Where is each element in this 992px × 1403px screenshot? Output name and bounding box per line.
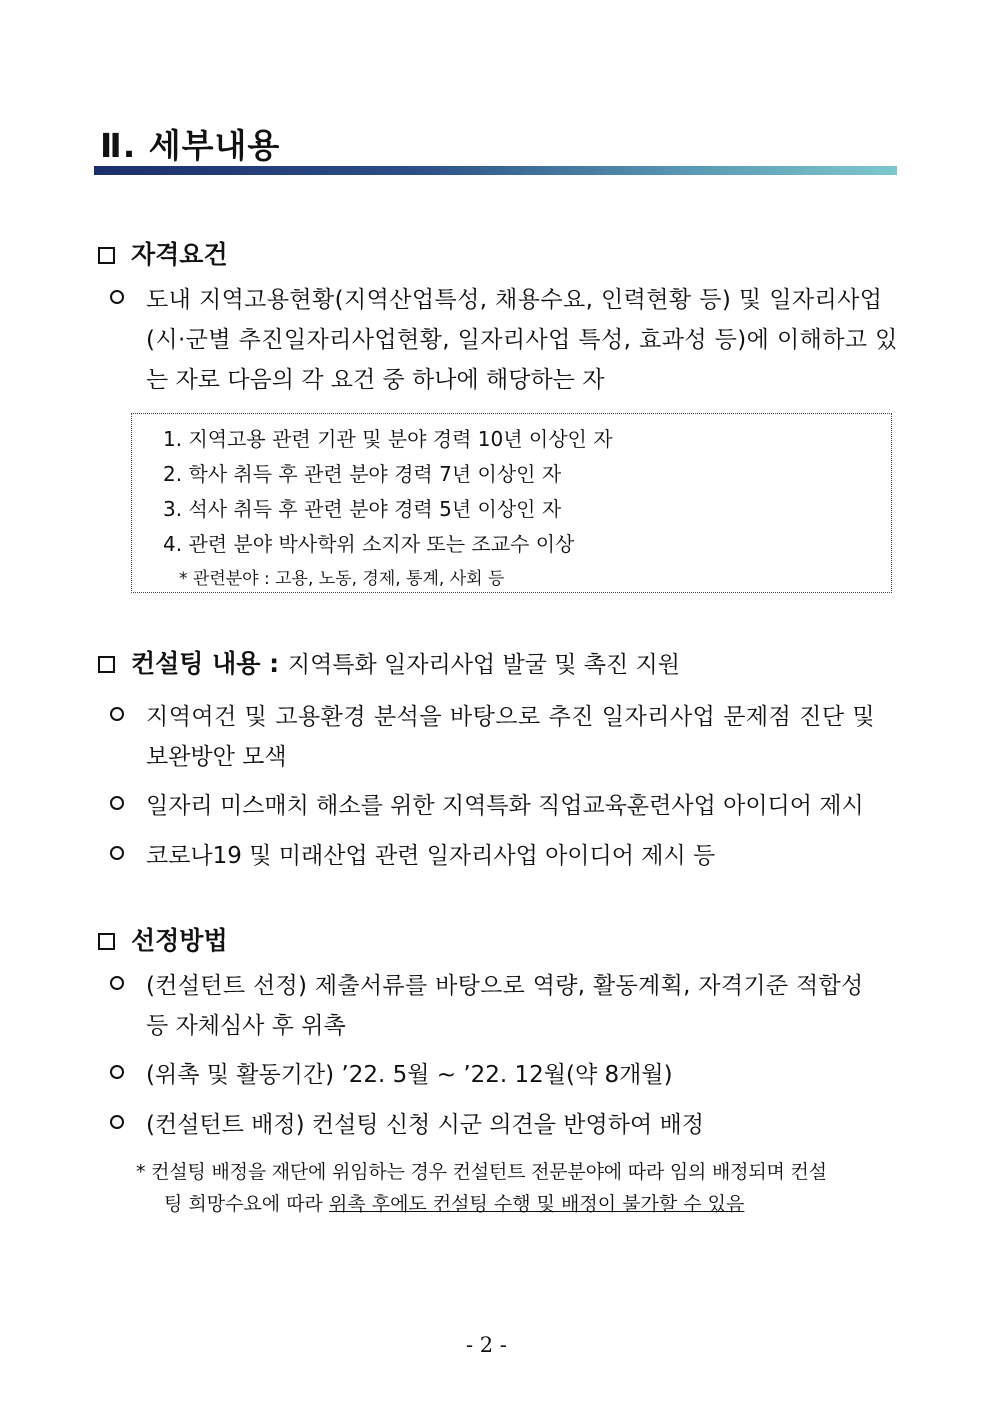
checkbox-square-icon (98, 656, 115, 673)
circle-bullet-icon (110, 1065, 124, 1079)
bullet-line: (컨설턴트 선정) 제출서류를 바탕으로 역량, 활동계획, 자격기준 적합성 (146, 973, 864, 999)
section-heading-text: 자격요건 (131, 240, 228, 269)
selection-note-line: * 컨설팅 배정을 재단에 위임하는 경우 컨설턴트 전문분야에 따라 임의 배정되며 컨설 (136, 1161, 827, 1183)
checkbox-square-icon (98, 933, 115, 950)
checkbox-square-icon (98, 247, 115, 264)
section-heading-selection (98, 921, 228, 957)
bullet-line: 지역여건 및 고용환경 분석을 바탕으로 추진 일자리사업 문제점 진단 및 (146, 704, 876, 730)
circle-bullet-icon (110, 1115, 124, 1129)
requirement-item: 3. 석사 취득 후 관련 분야 경력 5년 이상인 자 (163, 497, 562, 521)
circle-bullet-icon (110, 846, 124, 860)
bullet-line: 보완방안 모색 (146, 744, 287, 770)
bullet-line: (위촉 및 활동기간) ’22. 5월 ~ ’22. 12월(약 8개월) (146, 1062, 673, 1088)
section-subheading: 지역특화 일자리사업 발굴 및 촉진 지원 (287, 652, 680, 678)
section-heading-text: 선정방법 (131, 926, 228, 955)
requirement-note: * 관련분야 : 고용, 노동, 경제, 통계, 사회 등 (179, 569, 505, 589)
bullet-line: 는 자로 다음의 각 요건 중 하나에 해당하는 자 (146, 367, 605, 393)
requirement-item: 2. 학사 취득 후 관련 분야 경력 7년 이상인 자 (163, 462, 562, 486)
bullet-line: (컨설턴트 배정) 컨설팅 신청 시군 의견을 반영하여 배정 (146, 1112, 704, 1138)
requirement-item: 1. 지역고용 관련 기관 및 분야 경력 10년 이상인 자 (163, 427, 613, 451)
bullet-line: 코로나19 및 미래산업 관련 일자리사업 아이디어 제시 등 (146, 843, 716, 869)
bullet-line: 도내 지역고용현황(지역산업특성, 채용수요, 인력현황 등) 및 일자리사업 (146, 287, 883, 313)
section-heading-text: 컨설팅 내용 : (131, 649, 280, 678)
bullet-line: (시·군별 추진일자리사업현황, 일자리사업 특성, 효과성 등)에 이해하고 있 (146, 327, 898, 353)
note-underlined-text: 위촉 후에도 컨설팅 수행 및 배정이 불가할 수 있음 (328, 1193, 745, 1215)
circle-bullet-icon (110, 290, 124, 304)
section-heading-qualification (98, 235, 228, 271)
circle-bullet-icon (110, 796, 124, 810)
circle-bullet-icon (110, 976, 124, 990)
title-underline-bar (94, 166, 897, 175)
section-heading-consulting (98, 644, 680, 680)
page-title: Ⅱ. 세부내용 (100, 126, 281, 165)
bullet-line: 일자리 미스매치 해소를 위한 지역특화 직업교육훈련사업 아이디어 제시 (146, 793, 864, 819)
selection-note-line (164, 1189, 744, 1216)
bullet-line: 등 자체심사 후 위촉 (146, 1013, 346, 1039)
circle-bullet-icon (110, 707, 124, 721)
note-plain-text: 팅 희망수요에 따라 (164, 1193, 323, 1215)
page-number: - 2 - (466, 1333, 507, 1357)
requirement-item: 4. 관련 분야 박사학위 소지자 또는 조교수 이상 (163, 532, 575, 556)
